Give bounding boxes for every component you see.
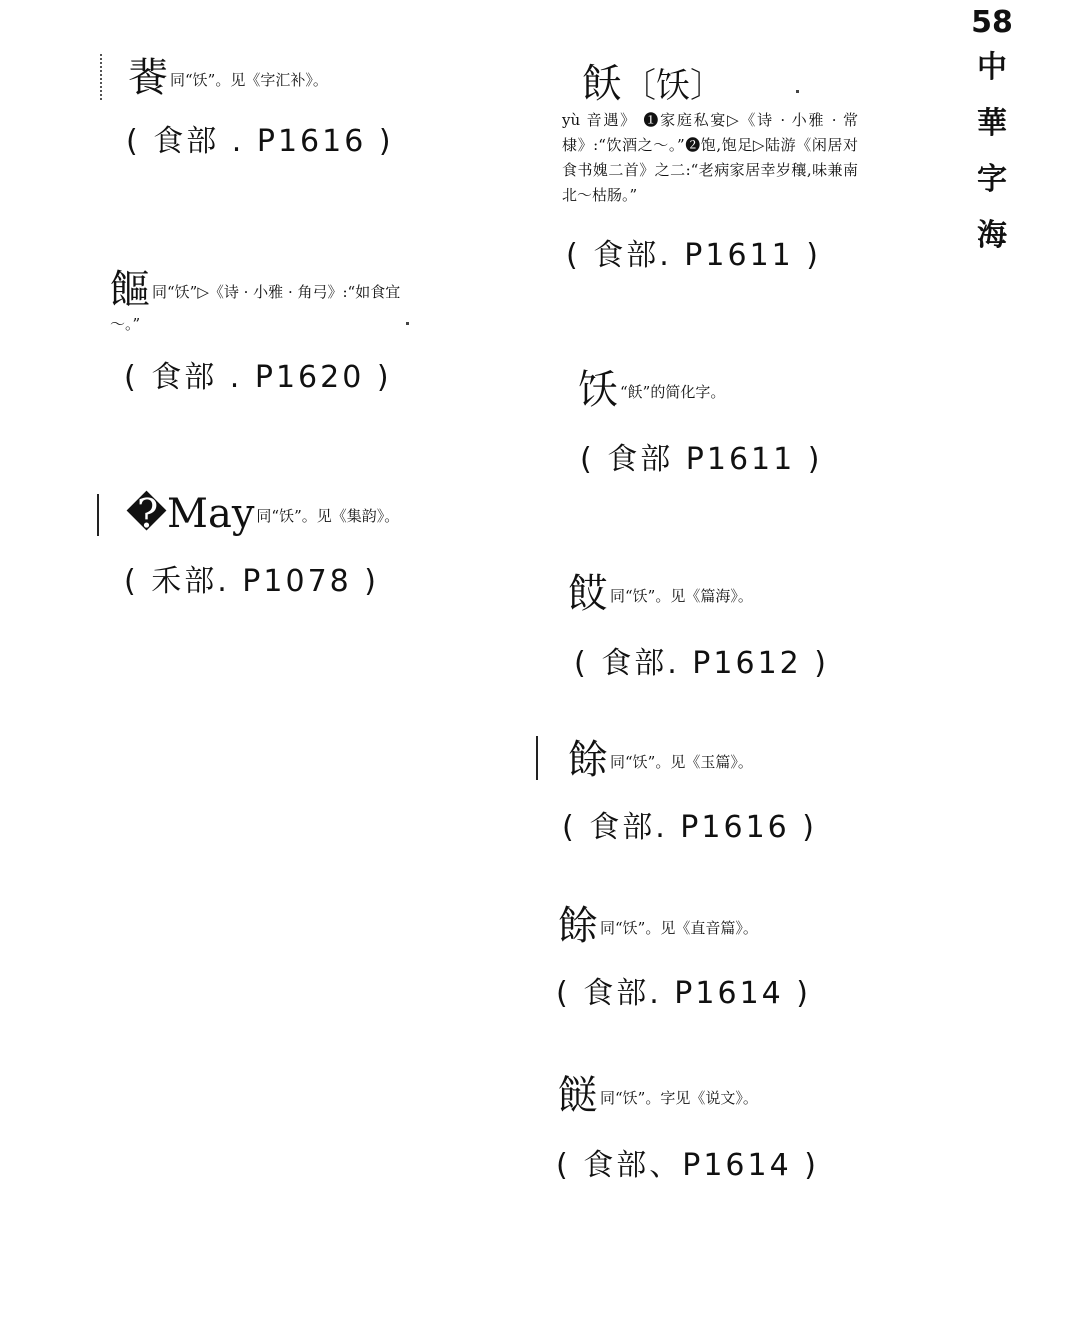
- handwritten-note: ( 食部. P1611 ): [566, 238, 821, 273]
- dictionary-entry: [560, 62, 860, 208]
- entry-headword: 饫: [578, 367, 618, 413]
- margin-dotted-mark: [100, 54, 102, 100]
- dictionary-entry: [568, 738, 828, 782]
- handwritten-note: ( 食部 P1611 ): [580, 442, 823, 477]
- entry-definition: 同“饫”。见《字汇补》。: [170, 71, 328, 89]
- dictionary-entry: [126, 492, 426, 536]
- margin-mark: [536, 736, 538, 780]
- page-number: 58: [971, 5, 1013, 40]
- scan-speck: [406, 322, 409, 325]
- entry-headword: �May: [126, 491, 255, 537]
- book-title-char: 華: [977, 106, 1007, 141]
- entry-definition: “飫”的简化字。: [620, 383, 726, 401]
- entry-headword: 餘: [568, 737, 608, 783]
- book-title-char: 海: [977, 218, 1007, 253]
- entry-definition: 同“饫”。见《集韵》。: [256, 507, 400, 525]
- entry-definition: 同“饫”▷《诗 · 小雅 · 角弓》:“如食宜～。”: [110, 283, 401, 333]
- entry-definition: 同“饫”。见《玉篇》。: [610, 753, 753, 771]
- dictionary-entry: [558, 904, 828, 948]
- handwritten-note: ( 禾部. P1078 ): [124, 564, 379, 599]
- entry-definition: 同“饫”。见《篇海》。: [610, 587, 753, 605]
- handwritten-note: ( 食部. P1614 ): [556, 976, 811, 1011]
- handwritten-note: ( 食部. P1616 ): [562, 810, 817, 845]
- entry-variant: 〔饫〕: [622, 66, 724, 106]
- dictionary-entry: [110, 268, 402, 337]
- entry-headword: 餥: [128, 55, 168, 101]
- entry-definition: yù 音遇》 ❶家庭私宴▷《诗 · 小雅 · 常棣》:“饮酒之～。”❷饱,饱足▷陆游《闲居对食书媿二首》之二:“老病家居幸岁穰,味兼南北～枯肠。”: [562, 111, 858, 204]
- entry-headword: 餘: [558, 903, 598, 949]
- entry-headword: 餸: [558, 1073, 598, 1119]
- dictionary-entry: [568, 572, 828, 616]
- margin-mark: [97, 494, 99, 536]
- handwritten-note: ( 食部. P1612 ): [574, 646, 829, 681]
- handwritten-note: ( 食部 . P1620 ): [124, 360, 392, 395]
- entry-definition: 同“饫”。字见《说文》。: [600, 1089, 758, 1107]
- dictionary-entry: [128, 56, 428, 100]
- entry-headword: 飫: [582, 61, 622, 107]
- entry-headword: 饇: [110, 267, 150, 313]
- book-title-char: 中: [977, 50, 1007, 85]
- book-title-char: 字: [977, 162, 1007, 197]
- entry-definition: 同“饫”。见《直音篇》。: [600, 919, 758, 937]
- handwritten-note: ( 食部 . P1616 ): [126, 124, 394, 159]
- entry-headword: 餀: [568, 571, 608, 617]
- page-header: [968, 6, 1016, 264]
- handwritten-note: ( 食部、P1614 ): [556, 1148, 819, 1183]
- dictionary-entry: [578, 368, 838, 412]
- dictionary-entry: [558, 1074, 828, 1118]
